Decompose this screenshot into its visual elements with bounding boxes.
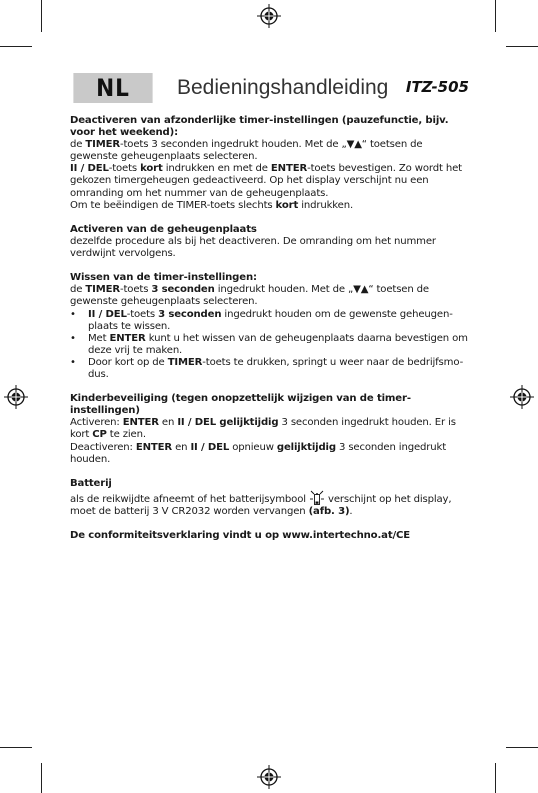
paragraph: Om te beëindigen de TIMER-toets slechts kort indrukken. [70, 199, 354, 211]
model-number: ITZ-505 [405, 78, 469, 96]
section-heading: Wissen van de timer-instellingen: [70, 272, 257, 284]
registration-mark-icon [510, 385, 534, 409]
section-heading: Deactiveren van afzonderlijke timer-instellingen (pauzefunctie, bijv. voor het weekend): [70, 115, 449, 139]
paragraph: de TIMER-toets 3 seconden ingedrukt houden. Met de „▼▲“ toetsen de gewenste geheugenplaats selecteren. [70, 139, 423, 163]
registration-mark-icon [4, 385, 28, 409]
bullet-list [70, 309, 470, 382]
section-heading: Activeren van de geheugenplaats [70, 223, 257, 235]
paragraph: de TIMER-toets 3 seconden ingedrukt houden. Met de „▼▲“ toetsen de gewenste geheugenplaats selecteren. [70, 284, 429, 308]
crop-mark [41, 0, 42, 32]
language-badge: NL [73, 73, 152, 103]
crop-mark [495, 0, 496, 32]
paragraph: Activeren: ENTER en II / DEL gelijktijdig 3 seconden ingedrukt houden. Er is kort CP te zien. [70, 417, 456, 441]
paragraph: dezelfde procedure als bij het deactiveren. De omranding om het nummer verdwijnt vervolgens. [70, 235, 436, 260]
paragraph: als de reikwijdte afneemt of het batterijsymbool verschijnt op het display, moet de batterij 3 V CR2032 worden vervangen (afb. 3). [70, 490, 470, 518]
section-heading: Batterij [70, 477, 112, 489]
crop-mark [0, 46, 32, 47]
crop-mark [495, 763, 496, 793]
paragraph: II / DEL-toets kort indrukken en met de ENTER-toets bevestigen. Zo wordt het gekozen timergeheugen gedeactiveerd. Op het display verschijnt nu een omranding om het nummer van de geheugenplaats. [70, 163, 462, 199]
list-item: • II / DEL-toets 3 seconden ingedrukt houden om de gewenste geheugen-plaats te wissen. [70, 309, 470, 333]
crop-mark [41, 763, 42, 793]
section-heading: Kinderbeveiliging (tegen onopzettelijk wijzigen van de timer-instellingen) [70, 393, 411, 417]
battery-low-icon [310, 490, 324, 506]
conformity-note: De conformiteitsverklaring vindt u op www.intertechno.at/CE [70, 530, 411, 542]
crop-mark [0, 747, 32, 748]
document-body [70, 115, 470, 542]
crop-mark [506, 747, 538, 748]
registration-mark-icon [257, 4, 281, 28]
list-item: • Met ENTER kunt u het wissen van de geheugenplaats daarna bevestigen om deze vrij te maken. [70, 333, 470, 357]
page-header [69, 71, 469, 104]
document-title: Bedieningshandleiding [177, 76, 389, 99]
crop-mark [506, 46, 538, 47]
registration-mark-icon [257, 765, 281, 789]
paragraph: Deactiveren: ENTER en II / DEL opnieuw gelijktijdig 3 seconden ingedrukt houden. [70, 441, 447, 465]
list-item: • Door kort op de TIMER-toets te drukken, springt u weer naar de bedrijfsmo-dus. [70, 357, 470, 381]
